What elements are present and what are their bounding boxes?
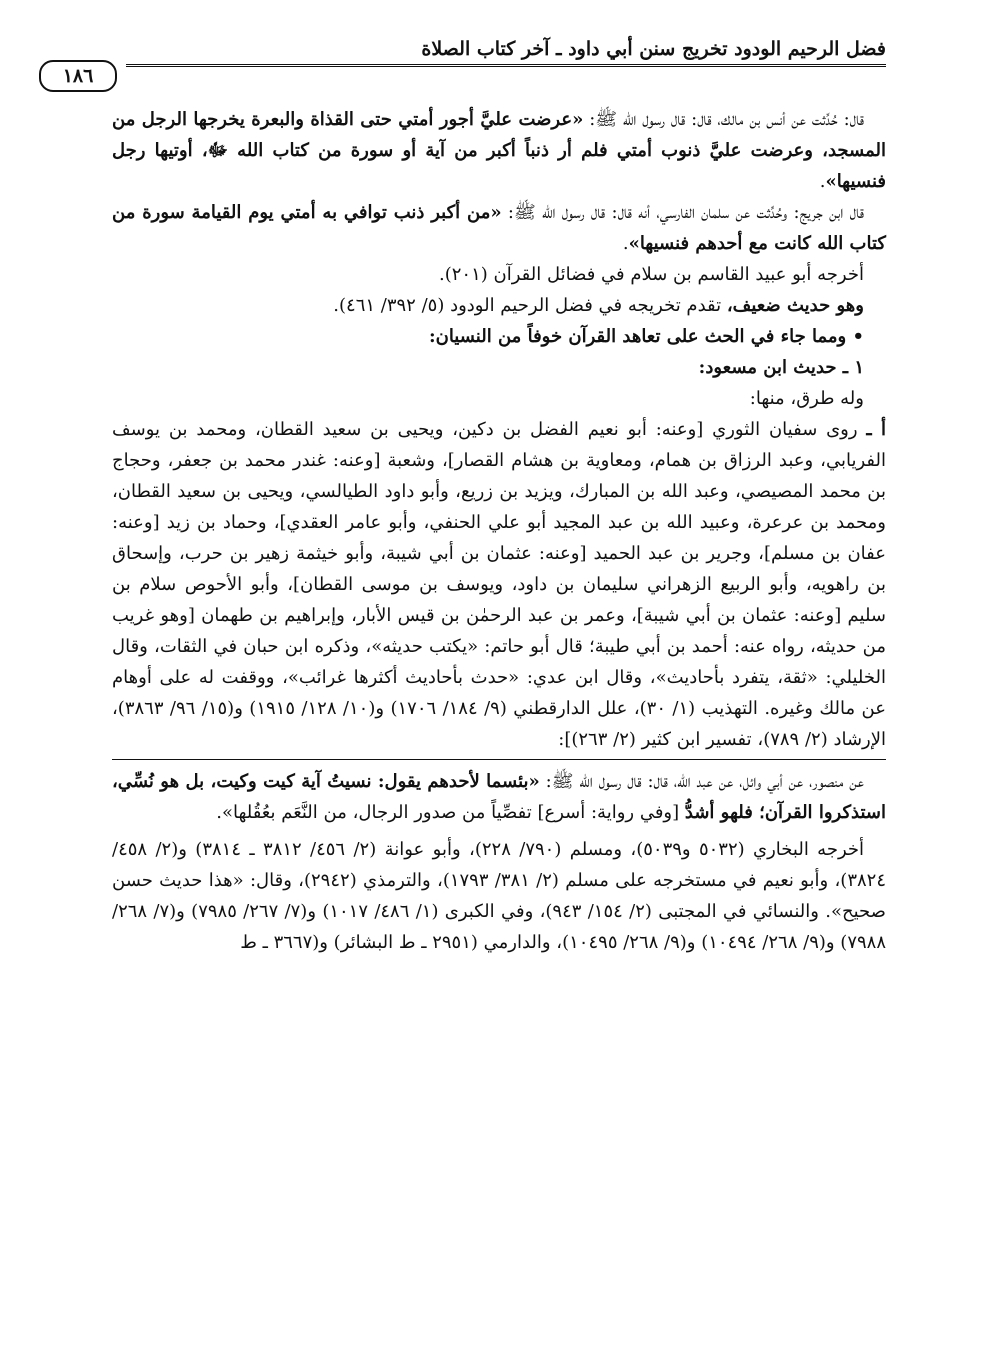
- hadith-text: «عرضت عليَّ أجور أمتي حتى القذاة والبعرة يخرجها الرجل من المسجد، وعرضت عليَّ ذنوب أمتي فلم أر ذنباً أكبر من آية أو سورة من كتاب الله ﷻ، أوتيها رجل فنسيها»: [112, 109, 886, 192]
- paragraph-tail: [وفي رواية: أسرع] تفصِّياً من صدور الرجال، من النَّعَم بعُقُلها».: [216, 802, 685, 823]
- paragraph-routes: [112, 383, 886, 414]
- paragraph-lead: أخرجه البخاري (٥٠٣٢ و٥٠٣٩)، ومسلم (٧٩٠/ ٢٢٨)، وأبو عوانة (٢/ ٤٥٦/ ٣٨١٢ ـ ٣٨١٤) و(٢/ ٤٥٨/ ٣٨٢٤)، وأبو نعيم في مستخرجه على مسلم (٢/ ٣٨١/ ١٧٩٣)، والترمذي (٢٩٤٢)، وقال: «هذا حديث حسن صحيح». والنسائي في المجتبى (٢/ ١٥٤/ ٩٤٣)، وفي الكبرى (١/ ٤٨٦/ ١٠١٧) و(٧/ ٢٦٧/ ٧٩٨٥) و(٧/ ٢٦٨/ ٧٩٨٨) و(٩/ ٢٦٨/ ١٠٤٩٤) و(٩/ ٢٦٨/ ١٠٤٩٥)، والدارمي (٢٩٥١ ـ ط البشائر) و(٣٦٦٧ ـ ط: [112, 839, 886, 953]
- paragraph-anas: [112, 104, 886, 197]
- header-rule: [95, 64, 886, 67]
- paragraph-tail: .: [622, 233, 629, 254]
- page-body: [112, 104, 886, 958]
- running-title: فضل الرحيم الودود تخريج سنن أبي داود ـ آخر كتاب الصلاة: [421, 38, 886, 60]
- route-letter: أ ـ: [866, 419, 887, 440]
- paragraph-abu-ubaid: [112, 259, 886, 290]
- hadith-text: «بئسما لأحدهم يقول: نسيتُ آية كيت وكيت، بل هو نُسِّي، استذكروا القرآن؛ فلهو أشدُّ: [112, 771, 886, 823]
- paragraph-route-a: [112, 414, 886, 755]
- section-heading: [112, 321, 886, 352]
- subsection-heading-text: ١ ـ حديث ابن مسعود:: [698, 357, 864, 378]
- paragraph-salman: [112, 197, 886, 259]
- paragraph-mansur: [112, 766, 886, 828]
- paragraph-grading: [112, 290, 886, 321]
- paragraph-takhrij: [112, 834, 886, 958]
- section-heading-text: • ومما جاء في الحث على تعاهد القرآن خوفاً من النسيان:: [428, 326, 864, 347]
- paragraph-lead: عن منصور، عن أبي وائل، عن عبد الله، قال: قال رسول الله ﷺ:: [539, 771, 864, 792]
- paragraph-tail: روى سفيان الثوري [وعنه: أبو نعيم الفضل بن دكين، ويحيى بن سعيد القطان، ومحمد بن يوسف الفريابي، وعبد الرزاق بن همام، ومعاوية بن هشام القصار]، وشعبة [وعنه: غندر محمد بن جعفر، وحجاج بن محمد المصيصي، وعبد الله بن المبارك، ويزيد بن زريع، وأبو داود الطيالسي، ويحيى بن سعيد القطان، ومحمد بن عرعرة، وعبيد الله بن عبد المجيد أبو علي الحنفي، وأبو عامر العقدي]، وحماد بن زيد [وعنه: عفان بن مسلم]، وجرير بن عبد الحميد [وعنه: عثمان بن أبي شيبة، وأبو خيثمة زهير بن حرب، وإسحاق بن راهويه، وأبو الربيع الزهراني سليمان بن داود، ويوسف بن موسى القطان]، وأبو الأحوص سلام بن سليم [وعنه: عثمان بن أبي شيبة]، وعمر بن عبد الرحمٰن بن قيس الأبار، وإبراهيم بن طهمان [وهو غريب من حديثه، رواه عنه: أحمد بن أبي طيبة؛ قال أبو حاتم: «يكتب حديثه»، وذكره ابن حبان في الثقات، وقال الخليلي: «ثقة، يتفرد بأحاديث»، وقال ابن عدي: «حدث بأحاديث أكثرها غرائب»، ووقفت له على أوهام عن مالك وغيره. التهذيب (١/ ٣٠)، علل الدارقطني (٩/ ١٨٤/ ١٧٠٦) و(١٠/ ١٢٨/ ١٩١٥) و(١٥/ ٩٦/ ٣٨٦٣)، الإرشاد (٢/ ٧٨٩)، تفسير ابن كثير (٢/ ٢٦٣)]:: [112, 419, 887, 750]
- grading-text: وهو حديث ضعيف،: [726, 295, 864, 316]
- section-divider: [112, 759, 886, 760]
- paragraph-tail: .: [819, 171, 826, 192]
- paragraph-lead: قال ابن جريج: وحُدِّثت عن سلمان الفارسي، أنه قال: قال رسول الله ﷺ:: [501, 202, 864, 223]
- paragraph-lead: قال: حُدِّثت عن أنس بن مالك، قال: قال رسول الله ﷺ:: [583, 109, 864, 130]
- paragraph-lead: وله طرق، منها:: [749, 388, 864, 409]
- subsection-heading: [112, 352, 886, 383]
- page-number-ornament: [30, 60, 126, 90]
- hadith-text: «من أكبر ذنب توافي به أمتي يوم القيامة سورة من كتاب الله كانت مع أحدهم فنسيها»: [112, 202, 886, 254]
- paragraph-tail: تقدم تخريجه في فضل الرحيم الودود (٥/ ٣٩٢/ ٤٦١).: [333, 295, 727, 316]
- page-number: ١٨٦: [39, 60, 117, 92]
- paragraph-lead: أخرجه أبو عبيد القاسم بن سلام في فضائل القرآن (٢٠١).: [439, 264, 864, 285]
